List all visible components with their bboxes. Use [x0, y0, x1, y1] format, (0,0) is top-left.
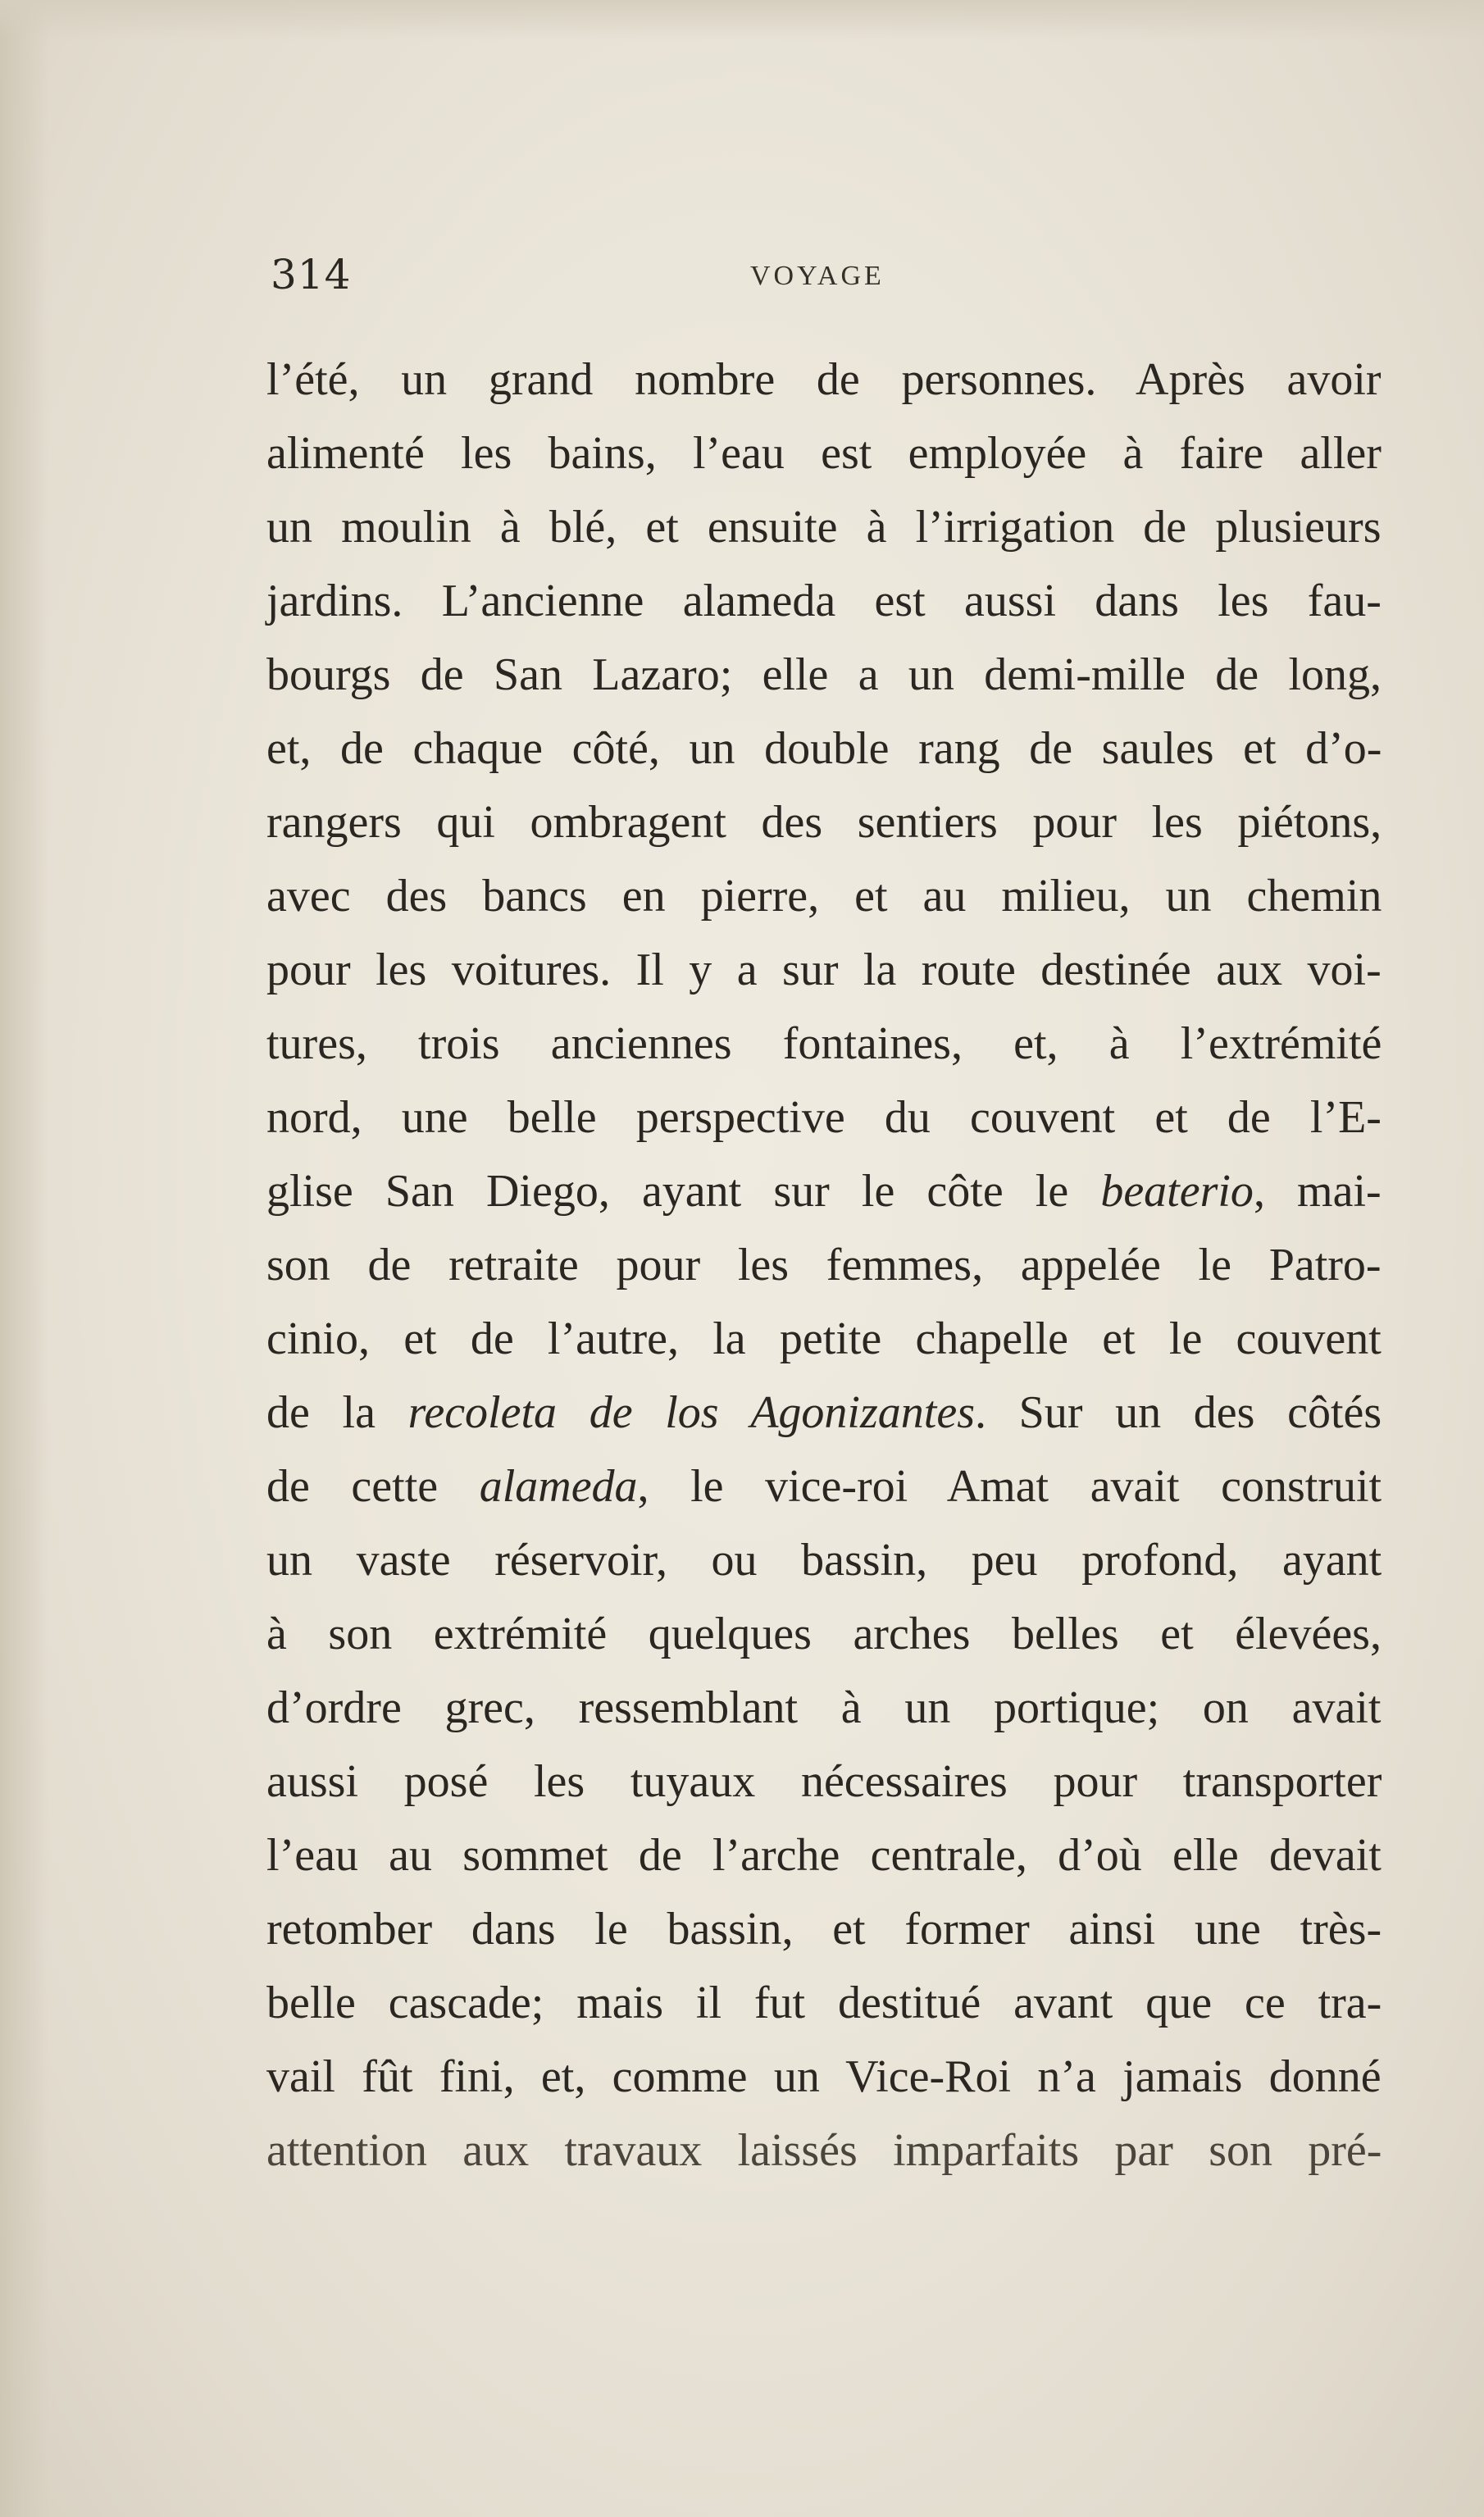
text-line — [266, 1523, 1382, 1597]
text-line — [266, 1081, 1382, 1154]
text-segment: , le vice-roi Amat avait construit — [637, 1461, 1382, 1512]
text-segment: son de retraite pour les femmes, appelée le Patro- — [266, 1240, 1382, 1290]
page-edge-shadow — [0, 0, 49, 2517]
text-line — [266, 1302, 1382, 1376]
text-segment: . Sur un des côtés — [975, 1387, 1382, 1438]
text-line — [266, 1376, 1382, 1450]
text-segment: vail fût fini, et, comme un Vice-Roi n’a jamais donné — [266, 2051, 1382, 2102]
text-segment: un vaste réservoir, ou bassin, peu profond, ayant — [266, 1535, 1382, 1586]
text-line — [266, 343, 1382, 416]
text-line — [266, 564, 1382, 638]
text-line — [266, 638, 1382, 712]
text-line — [266, 416, 1382, 490]
page-header — [271, 246, 1386, 312]
text-segment: de la — [266, 1387, 408, 1438]
text-segment: retomber dans le bassin, et former ainsi une très- — [266, 1904, 1382, 1955]
text-line — [266, 1597, 1382, 1671]
text-line — [266, 1154, 1382, 1228]
text-line — [266, 2114, 1382, 2187]
text-segment: d’ordre grec, ressemblant à un portique; on avait — [266, 1682, 1382, 1733]
text-segment: avec des bancs en pierre, et au milieu, un chemin — [266, 871, 1382, 922]
body-text — [266, 343, 1382, 2187]
text-segment: pour les voitures. Il y a sur la route destinée aux voi- — [266, 944, 1382, 995]
text-segment: de cette — [266, 1461, 480, 1512]
text-segment: cinio, et de l’autre, la petite chapelle et le couvent — [266, 1313, 1382, 1364]
italic-text: recoleta de los Agonizantes — [407, 1387, 975, 1438]
running-head: VOYAGE — [750, 261, 885, 291]
text-segment: rangers qui ombragent des sentiers pour les piétons, — [266, 797, 1382, 848]
text-segment: nord, une belle perspective du couvent et de l’E- — [266, 1092, 1382, 1143]
text-line — [266, 712, 1382, 785]
text-line — [266, 1745, 1382, 1818]
text-segment: tures, trois anciennes fontaines, et, à l’extrémité — [266, 1018, 1382, 1069]
text-line — [266, 859, 1382, 933]
text-segment: à son extrémité quelques arches belles et élevées, — [266, 1609, 1382, 1659]
text-segment: , mai- — [1253, 1166, 1382, 1217]
text-segment: et, de chaque côté, un double rang de saules et d’o- — [266, 723, 1382, 774]
text-segment: belle cascade; mais il fut destitué avant que ce tra- — [266, 1978, 1382, 2028]
text-line — [266, 1966, 1382, 2040]
text-segment: bourgs de San Lazaro; elle a un demi-mille de long, — [266, 649, 1382, 700]
text-line — [266, 1228, 1382, 1302]
text-segment: l’eau au sommet de l’arche centrale, d’où elle devait — [266, 1830, 1382, 1881]
text-segment: attention aux travaux laissés imparfaits par son pré- — [266, 2125, 1382, 2176]
page-top-shadow — [0, 0, 1484, 41]
text-segment: alimenté les bains, l’eau est employée à faire aller — [266, 428, 1382, 479]
text-segment: l’été, un grand nombre de personnes. Après avoir — [266, 354, 1382, 405]
text-segment: jardins. L’ancienne alameda est aussi dans les fau- — [266, 576, 1382, 626]
italic-text: alameda — [479, 1461, 638, 1512]
text-line — [266, 1671, 1382, 1745]
page-number: 314 — [271, 251, 352, 298]
text-segment: glise San Diego, ayant sur le côte le — [266, 1166, 1101, 1217]
text-line — [266, 1892, 1382, 1966]
text-line — [266, 933, 1382, 1007]
text-line — [266, 785, 1382, 859]
text-line — [266, 1007, 1382, 1081]
text-segment: aussi posé les tuyaux nécessaires pour transporter — [266, 1756, 1382, 1807]
text-line — [266, 2040, 1382, 2114]
text-segment: un moulin à blé, et ensuite à l’irrigation de plusieurs — [266, 502, 1382, 553]
text-line — [266, 490, 1382, 564]
text-line — [266, 1450, 1382, 1523]
italic-text: beaterio — [1100, 1166, 1254, 1217]
text-line — [266, 1818, 1382, 1892]
